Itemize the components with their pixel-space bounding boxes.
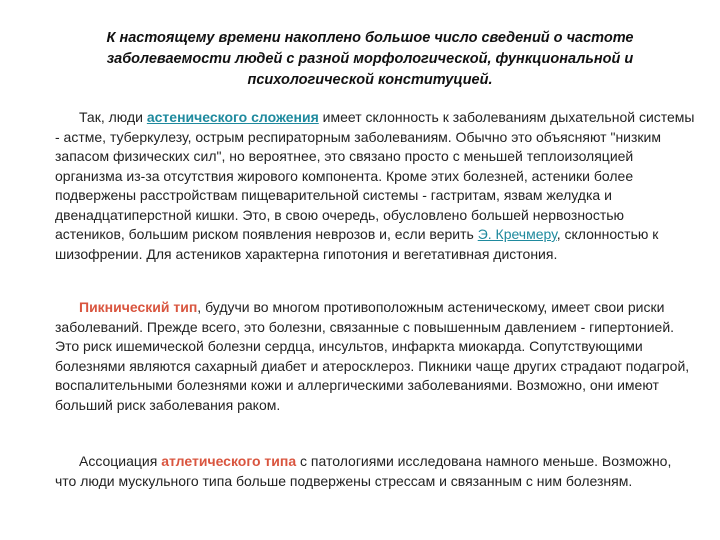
slide-title: К настоящему времени накоплено большое число сведений о частоте заболеваемости людей с разной морфологической, функциональной и психологической конституцией. [106,30,634,88]
paragraph-text: Так, люди [79,109,147,125]
paragraph-asthenic [55,108,695,264]
paragraph-athletic [55,452,695,491]
paragraph-text: с патологиями исследована намного меньше. Возможно, что люди мускульного типа больше подвержены стрессам и связанным с ним болезням. [55,453,672,489]
paragraph-text: , будучи во многом противоположным астеническому, имеет свои риски заболеваний. Прежде всего, это болезни, связанные с повышенным давлением - гипертонией. Это риск ишемической болезни сердца, инсультов, инфаркта миокарда. Сопутствующими болезнями являются сахарный диабет и атеросклероз. Пикники чаще других страдают подагрой, воспалительными болезнями кожи и аллергическими заболеваниями. Возможно, они имеют больший риск заболевания раком. [55,299,690,413]
asthenic-term-link[interactable]: астенического сложения [146,109,319,125]
paragraph-text: , склонностью к шизофрении. Для астеников характерна гипотония и вегетативная дистония. [55,226,659,262]
kretschmer-link[interactable]: Э. Кречмеру [477,226,557,242]
paragraph-text: имеет склонность к заболеваниям дыхательной системы - астме, туберкулезу, острым респираторным заболеваниям. Обычно это объясняют "низким запасом физических сил", но вероятнее, это связано просто с меньшей теплоизоляцией организма из-за отсутствия жирового компонента. Кроме этих болезней, астеники более подвержены расстройствам пищеварительной системы - гастритам, язвам желудка и двенадцатиперстной кишки. Это, в свою очередь, обусловлено большей нервозностью астеников, большим риском появления неврозов и, если верить [55,109,695,242]
pyknic-term: Пикнический тип [79,299,198,315]
athletic-term: атлетического типа [161,453,297,469]
paragraph-pyknic [55,298,695,415]
paragraph-text: Ассоциация [79,453,162,469]
